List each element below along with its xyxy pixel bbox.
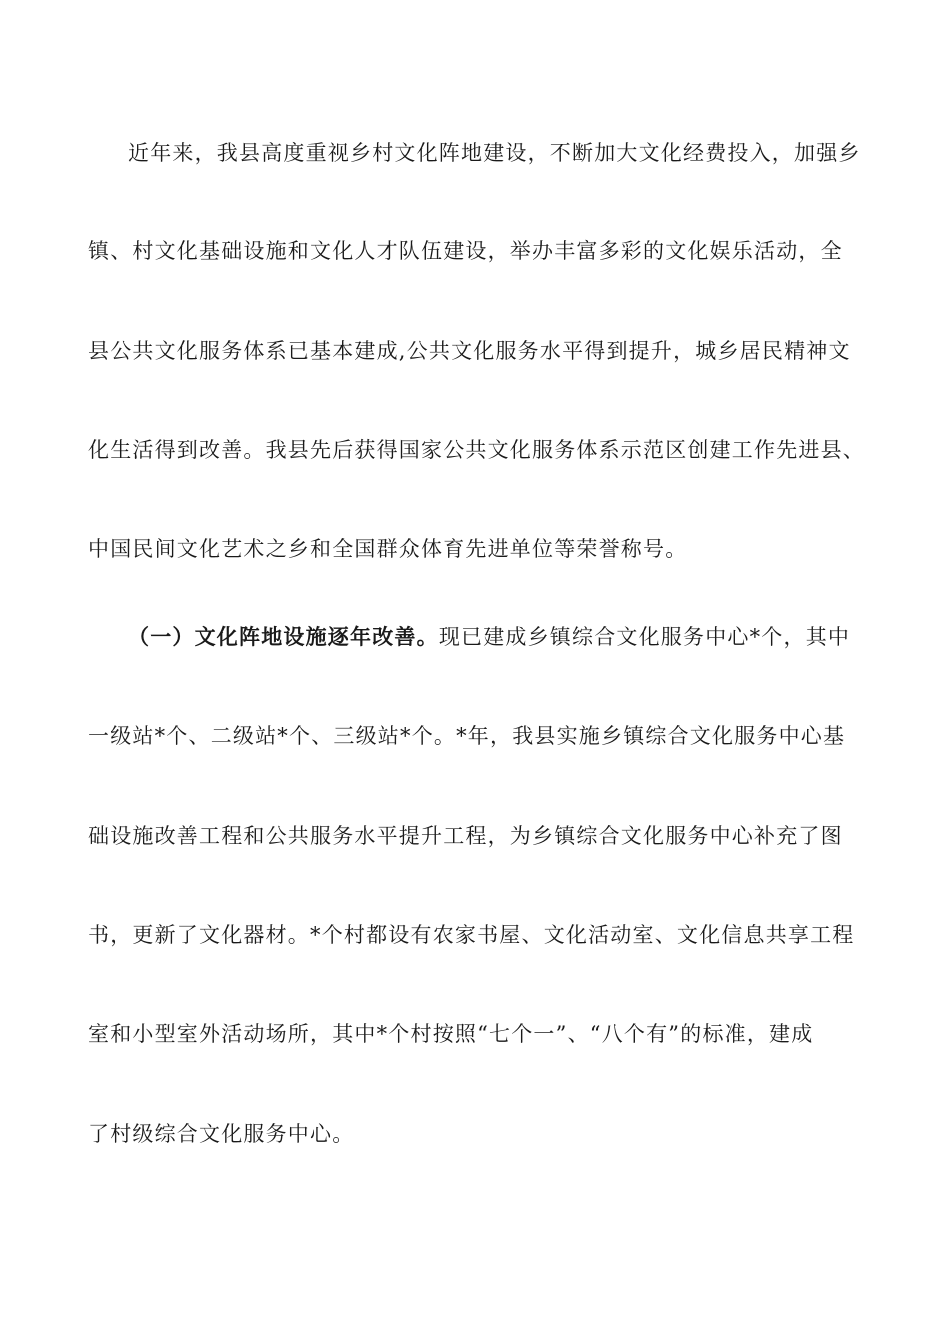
paragraph-2-line-4: 书，更新了文化器材。*个村都设有农家书屋、文化活动室、文化信息共享工程 [88,923,855,947]
paragraph-2-line-1 [128,622,878,652]
paragraph-1-line-1: 近年来，我县高度重视乡村文化阵地建设，不断加大文化经费投入，加强乡 [128,141,861,165]
paragraph-2-line-1-text: 现已建成乡镇综合文化服务中心*个，其中 [438,625,851,649]
paragraph-2-line-5: 室和小型室外活动场所，其中*个村按照“七个一”、“八个有”的标准，建成 [88,1022,814,1046]
paragraph-2-line-3: 础设施改善工程和公共服务水平提升工程，为乡镇综合文化服务中心补充了图 [88,824,843,848]
section-heading: （一）文化阵地设施逐年改善。 [128,624,439,649]
paragraph-1-line-5: 中国民间文化艺术之乡和全国群众体育先进单位等荣誉称号。 [88,537,688,561]
paragraph-2-line-2: 一级站*个、二级站*个、三级站*个。*年，我县实施乡镇综合文化服务中心基 [88,724,846,748]
paragraph-1-line-2: 镇、村文化基础设施和文化人才队伍建设，举办丰富多彩的文化娱乐活动，全 [88,239,843,263]
paragraph-1-line-3: 县公共文化服务体系已基本建成,公共文化服务水平得到提升，城乡居民精神文 [88,339,851,363]
paragraph-2-line-6: 了村级综合文化服务中心。 [88,1122,355,1146]
paragraph-1-line-4: 化生活得到改善。我县先后获得国家公共文化服务体系示范区创建工作先进县、 [88,438,865,462]
